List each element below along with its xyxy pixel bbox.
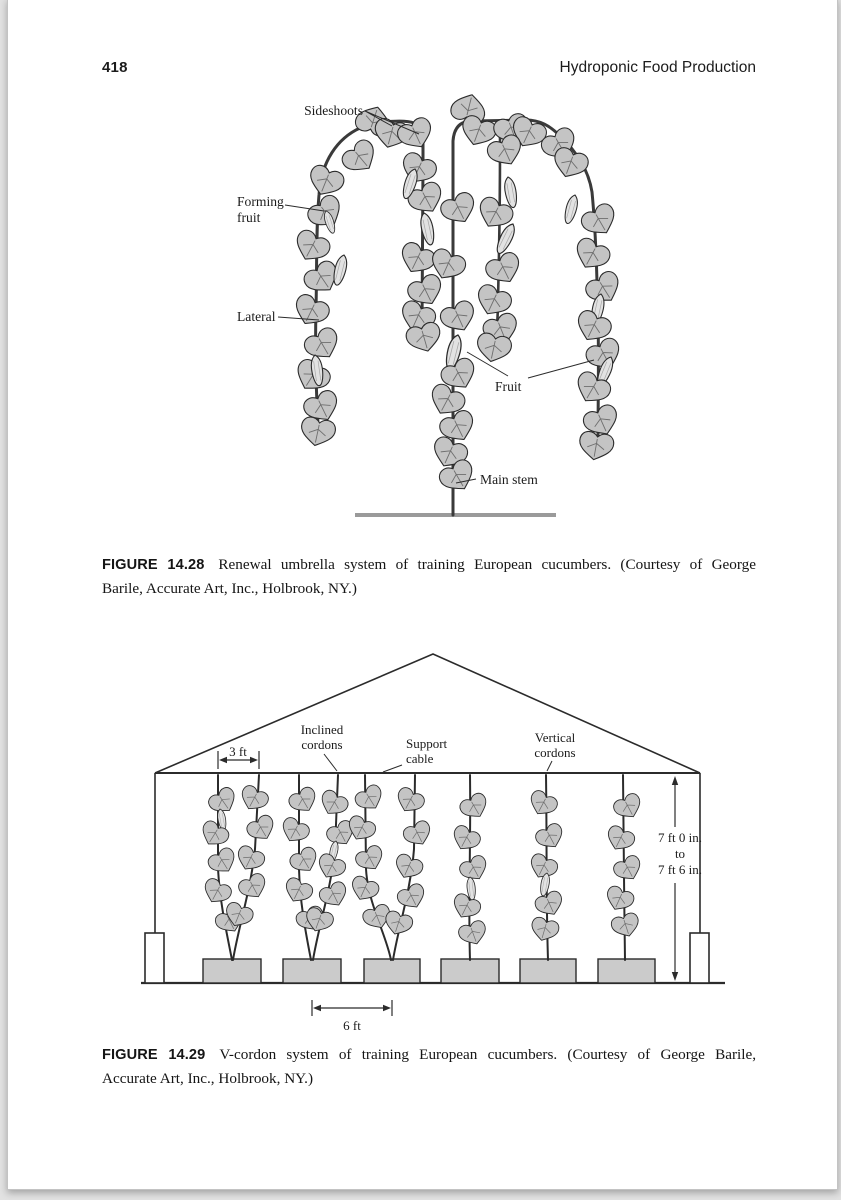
label-forming-fruit-line1: Forming (237, 194, 284, 209)
label-fruit: Fruit (495, 379, 522, 394)
pointer-lines (324, 754, 552, 772)
label-lateral: Lateral (237, 309, 276, 324)
dimension-6ft (312, 1000, 392, 1016)
caption-line2: Accurate Art, Inc., Holbrook, NY.) (102, 1070, 314, 1087)
figure-number: FIGURE 14.29 (102, 1047, 206, 1063)
figure-14-29-caption (102, 1043, 756, 1091)
label-height-line3: 7 ft 6 in. (657, 862, 703, 877)
greenhouse-structure (141, 654, 725, 983)
dimension-height (672, 776, 678, 981)
label-height-line2: to (674, 846, 686, 861)
label-forming-fruit-line2: fruit (237, 210, 261, 225)
label-3ft: 3 ft (229, 744, 247, 759)
left-post (145, 933, 164, 983)
caption-text: Renewal umbrella system of training European cucumbers. (Courtesy of George (218, 556, 756, 573)
running-header (102, 59, 756, 77)
label-vertical-cordons-line2: cordons (534, 745, 576, 760)
label-sideshoots: Sideshoots (304, 103, 363, 118)
right-post (690, 933, 709, 983)
figure-14-29-illustration (93, 619, 733, 1039)
caption-text: V-cordon system of training European cucumbers. (Courtesy of George Barile, (219, 1046, 756, 1063)
cordon-foliage (197, 782, 646, 948)
label-vertical-cordons-line1: Vertical (534, 730, 576, 745)
label-support-cable-line2: cable (406, 751, 434, 766)
label-inclined-cordons-line1: Inclined (300, 722, 344, 737)
figure-14-28-illustration (223, 79, 673, 534)
label-inclined-cordons-line2: cordons (301, 737, 343, 752)
growing-troughs (203, 959, 655, 983)
label-height-line1: 7 ft 0 in. (657, 830, 703, 845)
label-6ft: 6 ft (343, 1018, 361, 1033)
figure-14-28-caption (102, 553, 756, 601)
running-title: Hydroponic Food Production (559, 59, 756, 76)
figure-number: FIGURE 14.28 (102, 557, 205, 573)
caption-line1 (102, 553, 756, 577)
label-support-cable-line1: Support (406, 736, 448, 751)
document-page (7, 0, 838, 1190)
caption-line1 (102, 1043, 756, 1067)
label-main-stem: Main stem (480, 472, 538, 487)
page-number: 418 (102, 59, 128, 76)
caption-line2: Barile, Accurate Art, Inc., Holbrook, NY.) (102, 580, 357, 597)
